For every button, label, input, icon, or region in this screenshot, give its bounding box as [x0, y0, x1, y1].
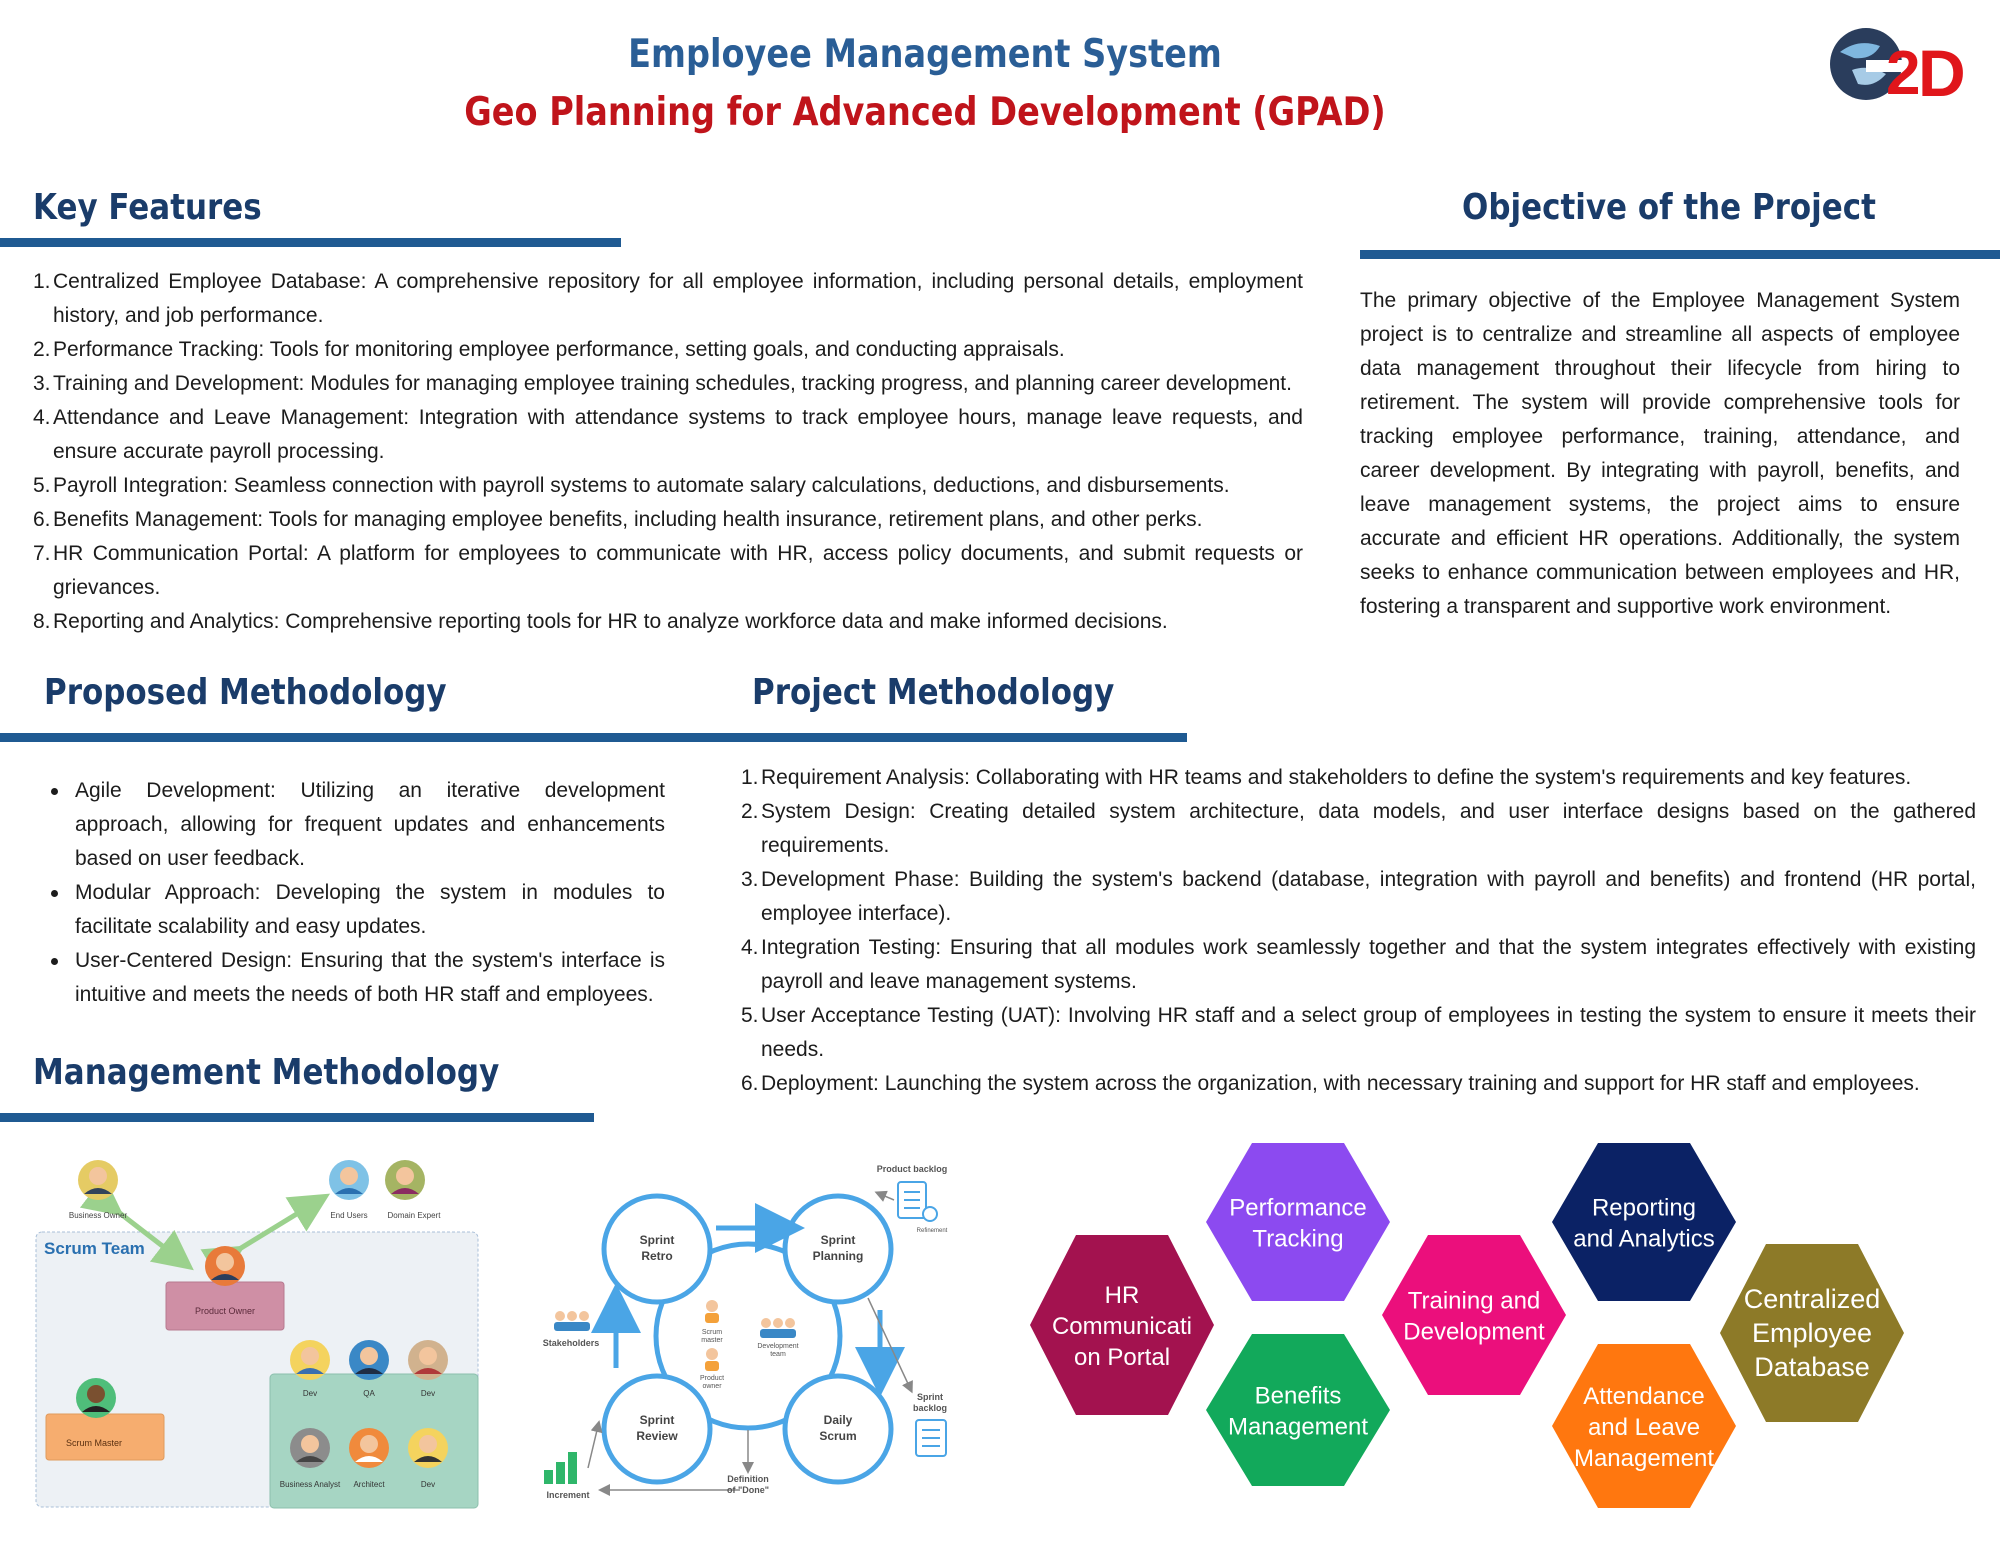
qa-avatar	[349, 1340, 389, 1380]
key-feature-item	[33, 605, 1303, 639]
features-hexagon-cluster	[1030, 1140, 1940, 1525]
key-feature-item	[33, 367, 1303, 401]
scrum-master-avatar	[76, 1378, 116, 1418]
key-feature-text: Training and Development: Modules for managing employee training schedules, tracking progress, and planning career development.	[53, 372, 1292, 395]
center-dev-team-2: team	[770, 1351, 786, 1358]
hex-label-line: Employee	[1751, 1318, 1873, 1348]
dev-label-1: Dev	[302, 1389, 318, 1398]
center-product-owner-2: owner	[702, 1383, 722, 1390]
hex-label-line: and Leave	[1587, 1414, 1701, 1441]
proposed-methodology-text: User-Centered Design: Ensuring that the system's interface is intuitive and meets the needs of both HR staff and employees.	[75, 949, 665, 1006]
hex-label-line: Reporting	[1591, 1194, 1697, 1222]
project-methodology-item	[741, 999, 1976, 1067]
business-owner-avatar	[78, 1160, 118, 1200]
project-methodology-heading: Project Methodology	[752, 672, 1115, 713]
key-features-heading: Key Features	[33, 187, 262, 228]
key-feature-item	[33, 537, 1303, 605]
hex-label-line: Performance	[1229, 1194, 1367, 1222]
proposed-methodology-heading: Proposed Methodology	[44, 672, 447, 713]
hex-label-line: Benefits	[1254, 1382, 1342, 1410]
hex-label-line: HR	[1104, 1282, 1140, 1309]
hex-label-line: Tracking	[1252, 1225, 1344, 1253]
dev-avatar-3	[408, 1428, 448, 1468]
proposed-methodology-text: Modular Approach: Developing the system in modules to facilitate scalability and easy updates.	[75, 881, 665, 938]
key-feature-text: HR Communication Portal: A platform for employees to communicate with HR, access policy documents, and submit requests or grievances.	[53, 542, 1303, 599]
sprint-backlog-label-1: Sprint	[917, 1392, 943, 1402]
bullet-icon	[51, 890, 58, 897]
objective-text: The primary objective of the Employee Management System project is to centralize and streamline all aspects of employee data management throughout their lifecycle from hiring to retirement. The system will provide comprehensive tools for tracking employee performance, training, attendance, and career development. By integrating with payroll, benefits, and leave management systems, the project aims to ensure accurate and efficient HR operations. Additionally, the system seeks to enhance communication between employees and HR, fostering a transparent and supportive work environment.	[1360, 289, 1960, 618]
increment-chart-icon	[544, 1452, 577, 1484]
project-step-text: Development Phase: Building the system's backend (database, integration with payroll and benefits) and frontend (HR portal, employee interface).	[761, 868, 1976, 925]
hex-reporting-analytics	[1552, 1143, 1736, 1301]
project-step-number: 2.	[741, 800, 759, 823]
key-feature-number: 2.	[33, 338, 51, 361]
key-feature-item	[33, 265, 1303, 333]
project-step-number: 3.	[741, 868, 759, 891]
sprint-backlog-icon	[916, 1420, 946, 1456]
definition-done-label-2: of "Done"	[726, 1485, 770, 1495]
product-owner-avatar	[205, 1246, 245, 1286]
project-methodology-item	[741, 863, 1976, 931]
project-step-text: User Acceptance Testing (UAT): Involving HR staff and a select group of employees in testing the system to ensure it meets their needs.	[761, 1004, 1976, 1061]
project-step-number: 1.	[741, 766, 759, 789]
key-feature-item	[33, 333, 1303, 367]
key-feature-number: 8.	[33, 610, 51, 633]
svg-text:Sprintbacklog	[913, 1392, 947, 1413]
hex-centralized-employee-database	[1720, 1244, 1904, 1422]
key-feature-number: 3.	[33, 372, 51, 395]
domain-expert-avatar	[385, 1160, 425, 1200]
proposed-methodology-item	[45, 876, 665, 944]
hex-benefits-management	[1206, 1334, 1390, 1486]
project-step-text: System Design: Creating detailed system architecture, data models, and user interface designs based on the gathered requirements.	[761, 800, 1976, 857]
management-rule	[0, 1113, 594, 1122]
svg-text:Attendanceand LeaveManagement	[1574, 1383, 1714, 1472]
key-feature-number: 6.	[33, 508, 51, 531]
key-feature-text: Payroll Integration: Seamless connection with payroll systems to automate salary calculations, deductions, and disbursements.	[53, 474, 1230, 497]
sprint-cycle-diagram	[540, 1158, 960, 1508]
sprint-retro-label-1: Sprint	[639, 1233, 675, 1247]
business-analyst-label: Business Analyst	[279, 1480, 341, 1489]
domain-expert-label: Domain Expert	[387, 1211, 441, 1220]
project-methodology-item	[741, 761, 1976, 795]
key-feature-item	[33, 469, 1303, 503]
management-methodology-heading: Management Methodology	[33, 1052, 500, 1093]
hex-label-line: Communicati	[1051, 1313, 1193, 1340]
dev-label-2: Dev	[420, 1389, 436, 1398]
project-step-number: 5.	[741, 1004, 759, 1027]
objective-heading: Objective of the Project	[1462, 187, 1876, 228]
key-feature-text: Centralized Employee Database: A comprehensive repository for all employee information, including personal details, employment history, and job performance.	[53, 270, 1303, 327]
hex-label-line: Database	[1754, 1352, 1870, 1382]
bullet-icon	[51, 958, 58, 965]
center-scrum-master-2: master	[701, 1337, 723, 1344]
hex-label-line: on Portal	[1073, 1344, 1171, 1371]
key-feature-text: Performance Tracking: Tools for monitoring employee performance, setting goals, and conducting appraisals.	[53, 338, 1065, 361]
svg-text:D: D	[1918, 36, 1966, 104]
key-feature-text: Benefits Management: Tools for managing employee benefits, including health insurance, retirement plans, and other perks.	[53, 508, 1203, 531]
page-title: Employee Management System	[628, 32, 1222, 77]
business-owner-label: Business Owner	[68, 1211, 128, 1220]
hex-label-line: Attendance	[1583, 1383, 1705, 1410]
development-team-icon	[760, 1318, 796, 1338]
hex-hr-communication-portal	[1030, 1235, 1214, 1415]
proposed-list	[45, 774, 665, 1012]
refinement-label: Refinement	[916, 1228, 948, 1234]
sprint-review-label-1: Sprint	[639, 1413, 675, 1427]
svg-text:Developmentteam	[757, 1343, 798, 1358]
end-users-label: End Users	[330, 1211, 368, 1220]
product-backlog-icon	[898, 1182, 937, 1221]
key-feature-number: 5.	[33, 474, 51, 497]
hex-label-line: Centralized	[1743, 1284, 1881, 1314]
project-step-number: 6.	[741, 1072, 759, 1095]
scrum-team-title: Scrum Team	[44, 1239, 145, 1258]
svg-text:CentralizedEmployeeDatabase	[1744, 1284, 1881, 1382]
page-subtitle: Geo Planning for Advanced Development (GPAD)	[464, 90, 1386, 135]
scrum-team-diagram	[28, 1152, 488, 1512]
architect-label: Architect	[353, 1480, 385, 1489]
hex-label-line: Management	[1573, 1445, 1715, 1472]
project-methodology-item	[741, 931, 1976, 999]
dev-label-3: Dev	[420, 1480, 436, 1489]
dev-avatar-1	[290, 1340, 330, 1380]
end-users-avatar	[329, 1160, 369, 1200]
sprint-backlog-label-2: backlog	[912, 1403, 948, 1413]
key-feature-number: 1.	[33, 270, 51, 293]
center-product-owner-1: Product	[699, 1375, 725, 1382]
business-analyst-avatar	[290, 1428, 330, 1468]
definition-done-label-1: Definition	[727, 1474, 769, 1484]
bullet-icon	[51, 788, 58, 795]
svg-text:Definitionof "Done"	[727, 1474, 769, 1495]
hex-label-line: Development	[1403, 1318, 1545, 1346]
proposed-methodology-item	[45, 944, 665, 1012]
sprint-retro-label-2: Retro	[641, 1249, 673, 1263]
project-methodology-list	[741, 761, 1976, 1101]
hex-attendance-leave-management	[1552, 1344, 1736, 1508]
key-features-rule	[0, 238, 621, 247]
proposed-methodology-item	[45, 774, 665, 876]
key-feature-text: Attendance and Leave Management: Integration with attendance systems to track employee hours, manage leave requests, and ensure accurate payroll processing.	[53, 406, 1303, 463]
daily-scrum-label-2: Scrum	[819, 1429, 857, 1443]
hex-performance-tracking	[1206, 1143, 1390, 1301]
key-feature-item	[33, 401, 1303, 469]
hex-label-line: and Analytics	[1573, 1225, 1715, 1253]
stakeholders-label: Stakeholders	[542, 1338, 600, 1348]
increment-label: Increment	[546, 1490, 590, 1500]
project-methodology-item	[741, 1067, 1976, 1101]
daily-scrum-label-1: Daily	[823, 1413, 853, 1427]
key-feature-text: Reporting and Analytics: Comprehensive reporting tools for HR to analyze workforce data and make informed decisions.	[53, 610, 1168, 633]
sprint-review-label-2: Review	[636, 1429, 678, 1443]
proposed-methodology-text: Agile Development: Utilizing an iterative development approach, allowing for frequent updates and enhancements based on user feedback.	[75, 779, 665, 870]
dev-avatar-2	[408, 1340, 448, 1380]
architect-avatar	[349, 1428, 389, 1468]
svg-text:2: 2	[1886, 39, 1921, 104]
methodology-rule	[0, 733, 1187, 742]
qa-label: QA	[363, 1389, 375, 1398]
stakeholders-icon	[554, 1311, 590, 1331]
objective-rule	[1360, 250, 2000, 259]
sprint-planning-label-1: Sprint	[820, 1233, 856, 1247]
scrum-master-label: Scrum Master	[65, 1438, 123, 1448]
svg-text:Productowner	[700, 1375, 724, 1390]
project-step-text: Requirement Analysis: Collaborating with HR teams and stakeholders to define the system's requirements and key features.	[761, 766, 1912, 789]
key-feature-number: 7.	[33, 542, 51, 565]
key-features-list	[33, 265, 1303, 639]
scrum-master-icon	[705, 1300, 719, 1323]
sprint-planning-label-2: Planning	[812, 1249, 864, 1263]
g2d-logo	[1828, 24, 1990, 104]
hex-label-line: Training and	[1407, 1287, 1541, 1315]
svg-text:Scrummaster	[701, 1329, 723, 1344]
hex-training-development	[1382, 1235, 1566, 1395]
product-backlog-label: Product backlog	[876, 1164, 948, 1174]
project-step-text: Deployment: Launching the system across the organization, with necessary training and support for HR staff and employees.	[761, 1072, 1920, 1095]
hex-label-line: Management	[1227, 1413, 1369, 1441]
key-feature-item	[33, 503, 1303, 537]
center-scrum-master-1: Scrum	[701, 1329, 723, 1336]
product-owner-icon	[705, 1348, 719, 1371]
project-methodology-item	[741, 795, 1976, 863]
key-feature-number: 4.	[33, 406, 51, 429]
product-owner-label: Product Owner	[194, 1306, 256, 1316]
project-step-number: 4.	[741, 936, 759, 959]
center-dev-team-1: Development	[757, 1343, 799, 1350]
project-step-text: Integration Testing: Ensuring that all modules work seamlessly together and that the system integrates effectively with existing payroll and leave management systems.	[761, 936, 1976, 993]
